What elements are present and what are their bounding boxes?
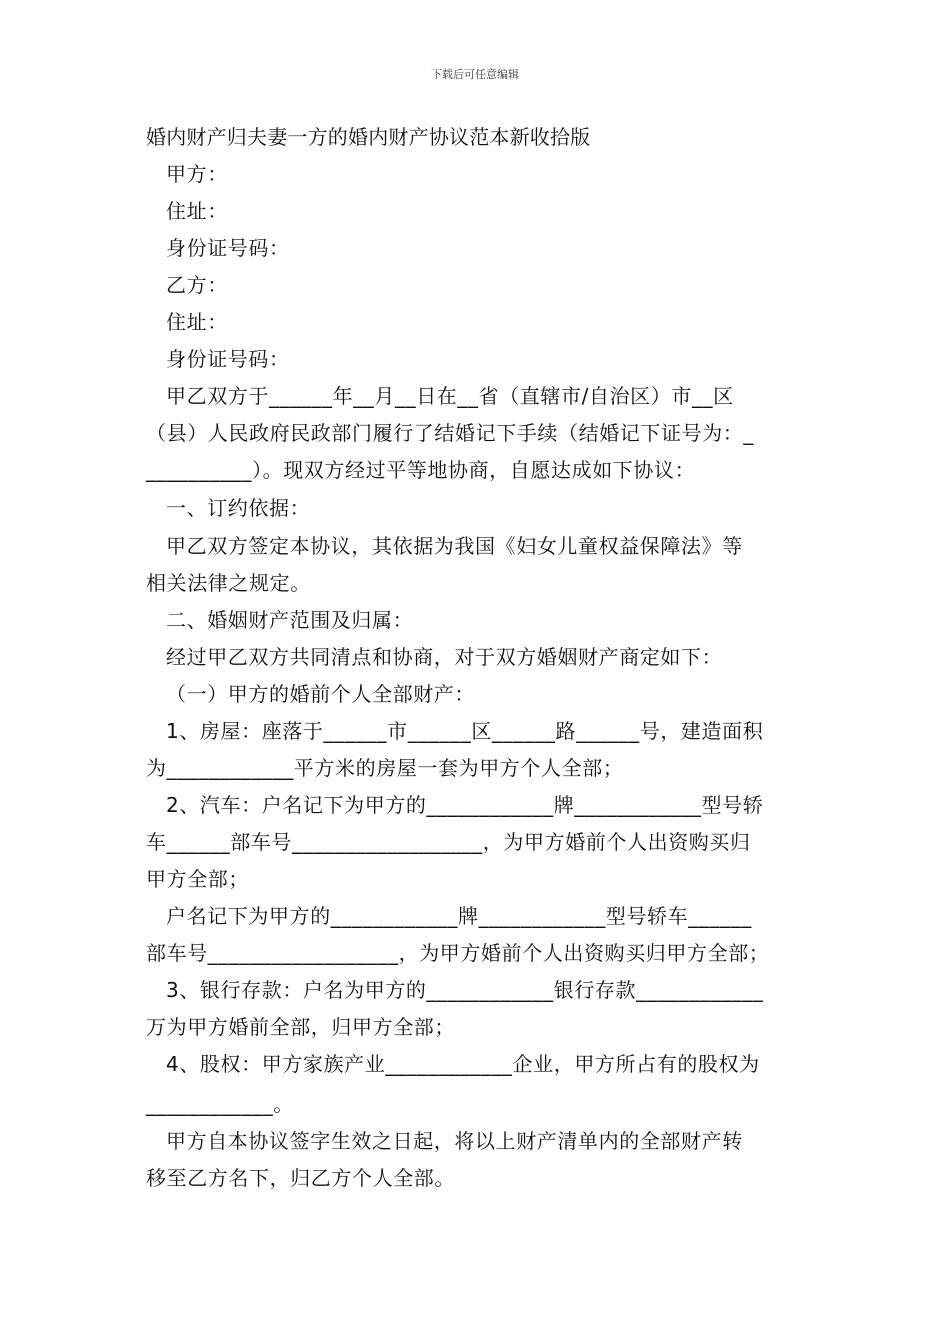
party-b-label: 乙方：: [166, 273, 228, 297]
paragraph-line: 甲方自本协议签字生效之日起，将以上财产清单内的全部财产转: [166, 1129, 743, 1153]
party-a-label: 甲方：: [166, 162, 228, 186]
party-a-id: 身份证号码：: [166, 236, 290, 260]
party-b-id: 身份证号码：: [166, 347, 290, 371]
paragraph-line: 2、汽车：户名记下为甲方的____________牌____________型号轿: [166, 793, 764, 817]
party-b-address: 住址：: [166, 310, 228, 334]
paragraph-line: 甲方全部；: [146, 867, 249, 891]
document-title: 婚内财产归夫妻一方的婚内财产协议范本新收拾版: [146, 125, 591, 149]
section-heading: 一、订约依据：: [166, 496, 311, 520]
paragraph-line: ____________。: [146, 1092, 294, 1116]
paragraph-line: 移至乙方名下，归乙方个人全部。: [146, 1166, 455, 1190]
page-header: 下载后可任意编辑: [431, 68, 519, 81]
paragraph-line: 甲乙双方签定本协议，其依据为我国《妇女儿童权益保障法》等: [166, 534, 743, 558]
subsection-heading: （一）甲方的婚前个人全部财产：: [166, 682, 475, 706]
paragraph-line: 4、股权：甲方家族产业____________企业，甲方所占有的股权为: [166, 1052, 760, 1076]
paragraph-line: __________）。现双方经过平等地协商，自愿达成如下协议：: [146, 458, 696, 482]
paragraph-line: 甲乙双方于______年__月__日在__省（直辖市/自治区）市__区: [166, 384, 734, 408]
paragraph-line: 部车号__________________，为甲方婚前个人出资购买归甲方全部；: [146, 941, 770, 965]
party-a-address: 住址：: [166, 199, 228, 223]
paragraph-line: 户名记下为甲方的____________牌____________型号轿车______: [166, 904, 752, 928]
paragraph-line: 3、银行存款：户名为甲方的____________银行存款____________: [166, 978, 764, 1002]
paragraph-line: （县）人民政府民政部门履行了结婚记下手续（结婚记下证号为：_: [146, 421, 754, 445]
paragraph-line: 相关法律之规定。: [146, 571, 311, 595]
paragraph-line: 为____________平方米的房屋一套为甲方个人全部；: [146, 756, 624, 780]
paragraph-line: 万为甲方婚前全部，归甲方全部；: [146, 1015, 455, 1039]
paragraph-line: 车______部车号__________________，为甲方婚前个人出资购买归: [146, 830, 751, 854]
paragraph-line: 1、房屋：座落于______市______区______路______号，建造面积: [166, 719, 764, 743]
paragraph-line: 经过甲乙双方共同清点和协商，对于双方婚姻财产商定如下：: [166, 645, 723, 669]
section-heading: 二、婚姻财产范围及归属：: [166, 608, 414, 632]
